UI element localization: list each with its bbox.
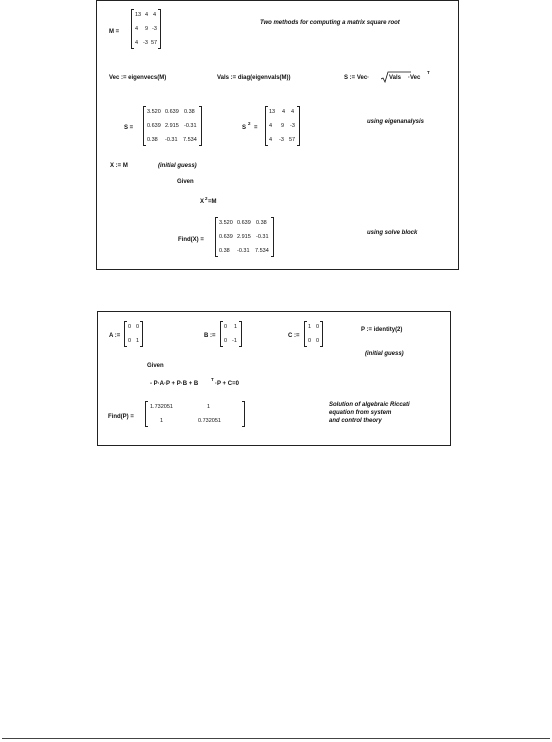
find-p-matrix xyxy=(145,401,245,427)
matrix-cell: 0.639 xyxy=(237,220,251,226)
s-def-prefix: S := Vec· xyxy=(344,75,370,81)
matrix-cell: 1 xyxy=(136,338,140,344)
given-label: Given xyxy=(147,363,164,369)
vals-definition: Vals := diag(eigenvals(M)) xyxy=(217,75,291,81)
matrix-cell: 1.732051 xyxy=(150,404,173,410)
matrix-cell: 7.534 xyxy=(255,248,269,254)
matrix-cell: 0 xyxy=(316,338,320,344)
b-matrix xyxy=(220,321,242,347)
matrix-cell: 0 xyxy=(308,338,312,344)
matrix-cell: 7.534 xyxy=(183,137,197,143)
matrix-cell: 0 xyxy=(128,338,132,344)
s-matrix xyxy=(143,106,202,146)
matrix-cell: 0.38 xyxy=(147,137,158,143)
equation-part-b: ·P + C=0 xyxy=(215,381,239,387)
c-label: C := xyxy=(288,333,300,339)
s-def-sqrt: Vals xyxy=(389,75,402,81)
s2-sup: 2 xyxy=(248,121,251,126)
c-matrix xyxy=(304,321,323,347)
equation-part-a: - P·A·P + P·B + B xyxy=(150,381,199,387)
matrix-cell: 0.639 xyxy=(165,109,179,115)
matrix-cell: 3.520 xyxy=(219,220,233,226)
matrix-cell: 0 xyxy=(128,324,132,330)
a-matrix xyxy=(124,321,143,347)
matrix-cell: -0.31 xyxy=(165,137,178,143)
matrix-cell: 2.915 xyxy=(237,234,251,240)
s-def-suffix: ·Vec xyxy=(408,75,421,81)
matrix-cell: 0.38 xyxy=(219,248,230,254)
s-label: S = xyxy=(124,125,134,131)
riccati-note-line: and control theory xyxy=(329,418,382,424)
matrix-cell: 4 xyxy=(145,12,149,18)
riccati-panel xyxy=(97,311,451,446)
m-matrix xyxy=(131,9,161,49)
given-label: Given xyxy=(177,179,194,185)
p-note: (initial guess) xyxy=(365,351,404,357)
matrix-cell: 9 xyxy=(145,26,149,32)
title-note: Two methods for computing a matrix square root xyxy=(260,20,400,26)
matrix-cell: 0 xyxy=(136,324,140,330)
page-bottom-rule xyxy=(2,738,550,739)
constraint-sup: 2 xyxy=(205,196,208,201)
constraint-rest: =M xyxy=(208,199,217,205)
matrix-cell: 4 xyxy=(135,40,139,46)
find-p-label: Find(P) = xyxy=(108,414,134,420)
matrix-cell: -1 xyxy=(232,338,237,344)
s2-equals: = xyxy=(254,125,258,131)
s-definition xyxy=(344,69,454,83)
matrix-cell: -0.31 xyxy=(237,248,250,254)
m-label: M = xyxy=(109,29,120,35)
a-label: A := xyxy=(109,333,121,339)
matrix-cell: -3 xyxy=(143,40,148,46)
matrix-cell: 0.639 xyxy=(147,123,161,129)
x-note: (initial guess) xyxy=(158,163,197,169)
matrix-cell: 1 xyxy=(308,324,312,330)
matrix-cell: 4 xyxy=(135,26,139,32)
s-def-sup: T xyxy=(427,70,430,75)
matrix-cell: 1 xyxy=(234,324,238,330)
matrix-cell: 4 xyxy=(269,137,273,143)
matrix-cell: 1 xyxy=(207,404,211,410)
matrix-cell: 2.915 xyxy=(165,123,179,129)
equation-sup: T xyxy=(211,377,214,382)
matrix-cell: -3 xyxy=(279,137,284,143)
matrix-cell: 3.520 xyxy=(147,109,161,115)
find-x-label: Find(X) = xyxy=(178,237,204,243)
x-definition: X := M xyxy=(110,163,128,169)
s2-label: S xyxy=(242,125,247,131)
p-definition: P := identity(2) xyxy=(361,327,403,333)
matrix-cell: 4 xyxy=(269,123,273,129)
matrix-cell: 4 xyxy=(282,109,286,115)
matrix-cell: 0 xyxy=(224,324,228,330)
matrix-cell: 0 xyxy=(224,338,228,344)
matrix-cell: 13 xyxy=(269,109,276,115)
matrix-cell: -3 xyxy=(290,123,295,129)
solve-note: using solve block xyxy=(367,230,418,236)
riccati-note-line: equation from system xyxy=(329,410,392,416)
matrix-cell: 0.38 xyxy=(184,109,195,115)
find-x-matrix xyxy=(215,217,274,257)
b-label: B := xyxy=(204,333,216,339)
matrix-cell: -0.31 xyxy=(184,123,197,129)
matrix-cell: 0.639 xyxy=(219,234,233,240)
matrix-cell: 13 xyxy=(135,12,142,18)
matrix-cell: -0.31 xyxy=(256,234,269,240)
riccati-note-line: Solution of algebraic Riccati xyxy=(329,402,410,408)
constraint-base: X xyxy=(200,199,205,205)
vec-definition: Vec := eigenvecs(M) xyxy=(109,75,167,81)
matrix-cell: 0 xyxy=(316,324,320,330)
matrix-cell: 57 xyxy=(151,40,158,46)
matrix-cell: 4 xyxy=(291,109,295,115)
eigen-note: using eigenanalysis xyxy=(367,119,425,125)
matrix-cell: 57 xyxy=(289,137,296,143)
s2-matrix xyxy=(265,106,300,146)
matrix-cell: 0.732051 xyxy=(198,418,221,424)
matrix-cell: -3 xyxy=(152,26,157,32)
matrix-cell: 0.38 xyxy=(256,220,267,226)
matrix-cell: 1 xyxy=(160,418,164,424)
matrix-sqrt-panel xyxy=(96,0,459,270)
matrix-cell: 4 xyxy=(153,12,157,18)
matrix-cell: 9 xyxy=(281,123,285,129)
